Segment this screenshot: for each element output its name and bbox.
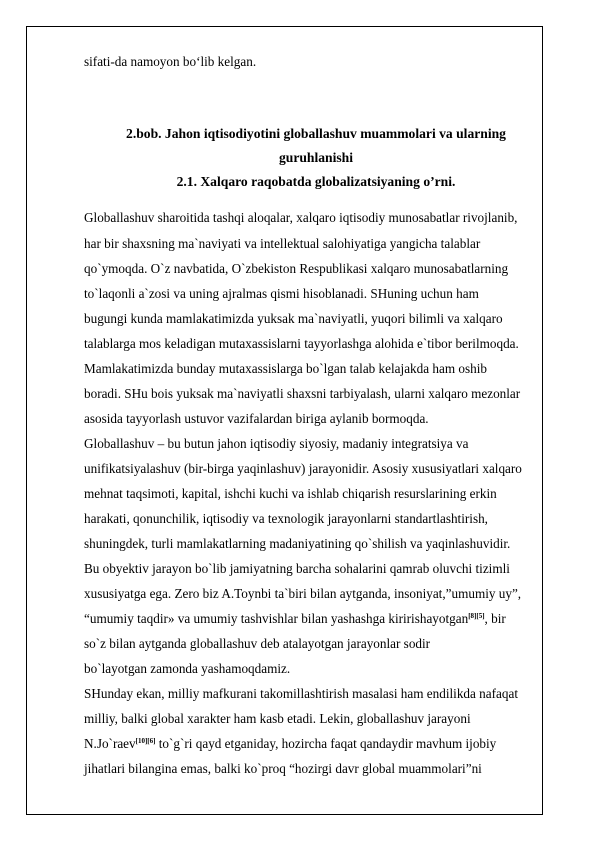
body-line-with-reference [84, 609, 506, 628]
body-line-with-reference [84, 734, 496, 753]
text-segment: , bir [484, 611, 506, 626]
body-line: so`z bilan aytganda globallashuv deb atalayotgan jarayonlar sodir [84, 636, 431, 651]
body-line: Bu obyektiv jarayon bo`lib jamiyatning barcha sohalarini qamrab oluvchi tizimli [84, 561, 510, 576]
body-line: jihatlari bilangina emas, balki ko`proq “hozirgi davr global muammolari”ni [84, 761, 482, 776]
body-line: bugungi kunda mamlakatimizda yuksak ma`naviyatli, yuqori bilimli va xalqaro [84, 311, 503, 326]
citation-reference: [10][6] [135, 737, 156, 745]
body-line: Globallashuv sharoitida tashqi aloqalar, xalqaro iqtisodiy munosabatlar rivojlanib, [84, 210, 518, 225]
citation-reference: [8][5] [468, 612, 485, 620]
body-line: har bir shaxsning ma`naviyati va intellektual salohiyatiga yangicha talablar [84, 236, 481, 251]
body-line: harakati, qonunchilik, iqtisodiy va texnologik jarayonlarni standartlashtirish, [84, 511, 488, 526]
body-line: Globallashuv – bu butun jahon iqtisodiy siyosiy, madaniy integratsiya va [84, 436, 469, 451]
body-line: to`laqonli a`zosi va uning ajralmas qismi hisoblanadi. SHuning uchun ham [84, 286, 479, 301]
body-line: Mamlakatimizda bunday mutaxassislarga bo`lgan talab kelajakda ham oshib [84, 361, 487, 376]
text-segment: N.Jo`raev [84, 736, 136, 751]
body-line: boradi. SHu bois yuksak ma`naviyatli shaxsni tarbiyalash, ularni xalqaro mezonlar [84, 386, 521, 401]
body-line: qo`ymoqda. O`z navbatida, O`zbekiston Respublikasi xalqaro munosabatlarning [84, 261, 509, 276]
chapter-heading-line-1: 2.bob. Jahon iqtisodiyotini globallashuv muammolari va ularning [126, 126, 506, 141]
body-line: bo`layotgan zamonda yashamoqdamiz. [84, 661, 291, 676]
body-line: xususiyatga ega. Zero biz A.Toynbi ta`biri bilan aytganda, insoniyat,”umumiy uy”, [84, 586, 522, 601]
body-line: asosida tayyorlash ustuvor vazifalardan biriga aylanib bormoqda. [84, 411, 429, 426]
intro-line: sifati-da namoyon bo‘lib kelgan. [84, 54, 257, 69]
body-line: mehnat taqsimoti, kapital, ishchi kuchi va ishlab chiqarish resurslarining erkin [84, 486, 497, 501]
text-segment: to`g`ri qayd etganiday, hozircha faqat qandaydir mavhum ijobiy [155, 736, 497, 751]
body-line: SHunday ekan, milliy mafkurani takomillashtirish masalasi ham endilikda nafaqat [84, 686, 518, 701]
section-heading: 2.1. Xalqaro raqobatda globalizatsiyaning o’rni. [176, 174, 456, 189]
body-line: talablarga mos keladigan mutaxassislarni tayyorlashga alohida e`tibor berilmoqda. [84, 336, 519, 351]
chapter-heading-line-2: guruhlanishi [278, 150, 354, 165]
body-line: shuningdek, turli mamlakatlarning madaniyatining qo`shilish va yaqinlashuvidir. [84, 536, 511, 551]
body-line: unifikatsiyalashuv (bir-birga yaqinlashuv) jarayonidir. Asosiy xususiyatlari xalqaro [84, 461, 522, 476]
text-segment: “umumiy taqdir» va umumiy tashvishlar bilan yashashga kiririshayotgan [84, 611, 469, 626]
body-line: milliy, balki global xarakter ham kasb etadi. Lekin, globallashuv jarayoni [84, 711, 471, 726]
